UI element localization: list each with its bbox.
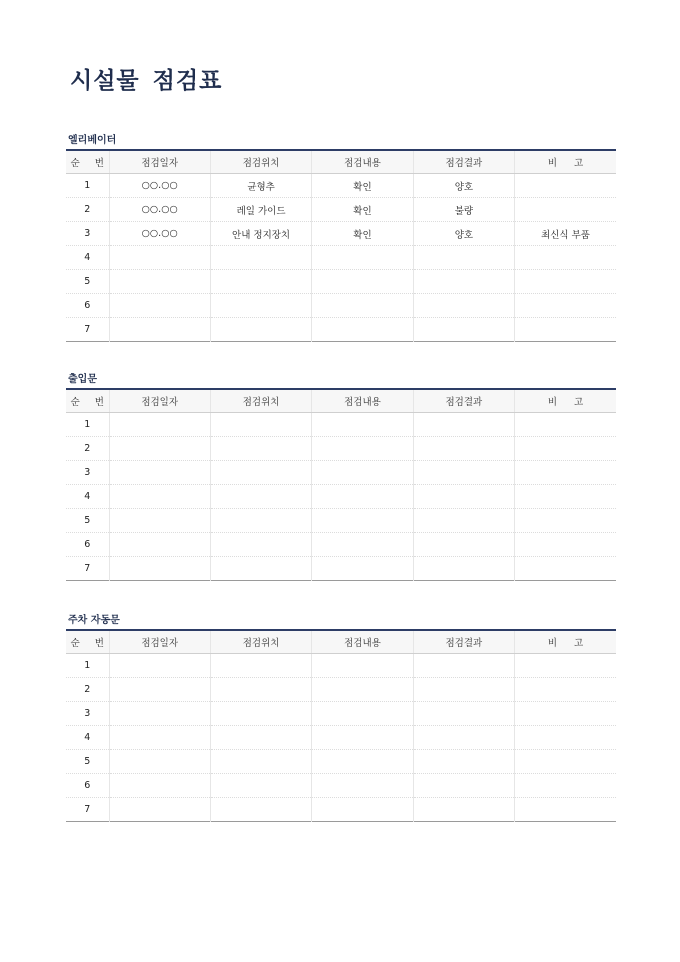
cell-result xyxy=(413,557,514,581)
cell-note xyxy=(515,654,616,678)
cell-note xyxy=(515,533,616,557)
table-row xyxy=(66,318,616,342)
cell-result xyxy=(413,485,514,509)
cell-location xyxy=(210,413,311,437)
cell-location xyxy=(210,485,311,509)
table-row xyxy=(66,654,616,678)
table-row xyxy=(66,198,616,222)
cell-no: 6 xyxy=(66,294,109,318)
cell-content xyxy=(312,270,413,294)
table-row xyxy=(66,222,616,246)
cell-content xyxy=(312,437,413,461)
cell-note xyxy=(515,702,616,726)
cell-note xyxy=(515,294,616,318)
table-row xyxy=(66,798,616,822)
cell-content xyxy=(312,461,413,485)
cell-result xyxy=(413,509,514,533)
cell-content xyxy=(312,798,413,822)
header-content: 점검내용 xyxy=(312,630,413,654)
cell-date xyxy=(109,798,210,822)
cell-note xyxy=(515,437,616,461)
cell-content xyxy=(312,726,413,750)
cell-content: 확인 xyxy=(312,174,413,198)
cell-result xyxy=(413,654,514,678)
cell-date xyxy=(109,702,210,726)
cell-content xyxy=(312,557,413,581)
cell-no: 1 xyxy=(66,174,109,198)
table-row xyxy=(66,774,616,798)
cell-no: 5 xyxy=(66,270,109,294)
table-row xyxy=(66,174,616,198)
cell-location xyxy=(210,509,311,533)
cell-result xyxy=(413,413,514,437)
cell-content xyxy=(312,318,413,342)
cell-result xyxy=(413,702,514,726)
cell-location: 레일 가이드 xyxy=(210,198,311,222)
cell-no: 2 xyxy=(66,198,109,222)
header-content: 점검내용 xyxy=(312,150,413,174)
cell-content xyxy=(312,750,413,774)
cell-result xyxy=(413,461,514,485)
cell-location xyxy=(210,702,311,726)
cell-date xyxy=(109,437,210,461)
cell-date xyxy=(109,318,210,342)
table-row xyxy=(66,246,616,270)
cell-result xyxy=(413,726,514,750)
header-no: 순 번 xyxy=(66,630,109,654)
table-row xyxy=(66,678,616,702)
table-row xyxy=(66,485,616,509)
header-note: 비 고 xyxy=(515,630,616,654)
cell-no: 2 xyxy=(66,437,109,461)
cell-content xyxy=(312,413,413,437)
section-title: 엘리베이터 xyxy=(68,135,117,146)
cell-no: 4 xyxy=(66,485,109,509)
cell-date xyxy=(109,726,210,750)
cell-no: 4 xyxy=(66,246,109,270)
cell-content xyxy=(312,654,413,678)
cell-location xyxy=(210,654,311,678)
cell-no: 1 xyxy=(66,413,109,437)
table-row xyxy=(66,702,616,726)
cell-result xyxy=(413,318,514,342)
table-header-row xyxy=(66,630,616,654)
cell-no: 7 xyxy=(84,563,91,574)
cell-no: 2 xyxy=(66,678,109,702)
cell-date xyxy=(109,509,210,533)
header-no: 순 번 xyxy=(66,150,109,174)
header-no: 순 번 xyxy=(66,389,109,413)
cell-note xyxy=(515,678,616,702)
cell-date xyxy=(109,413,210,437)
cell-content xyxy=(312,246,413,270)
cell-location xyxy=(210,294,311,318)
section-parking-auto-door xyxy=(66,613,616,822)
cell-content xyxy=(312,533,413,557)
section-title: 출입문 xyxy=(68,374,97,385)
page-title: 시설물 점검표 xyxy=(70,68,223,94)
table-row xyxy=(66,437,616,461)
cell-note xyxy=(515,750,616,774)
inspection-table xyxy=(66,388,616,581)
cell-date xyxy=(109,678,210,702)
header-content: 점검내용 xyxy=(312,389,413,413)
cell-date xyxy=(109,485,210,509)
cell-note xyxy=(515,413,616,437)
cell-content: 확인 xyxy=(312,222,413,246)
cell-date xyxy=(109,294,210,318)
cell-no: 7 xyxy=(84,804,91,815)
cell-content xyxy=(312,294,413,318)
cell-no: 4 xyxy=(66,726,109,750)
cell-location xyxy=(210,270,311,294)
cell-note xyxy=(515,726,616,750)
cell-note xyxy=(515,557,616,581)
table-row xyxy=(66,750,616,774)
cell-content: 확인 xyxy=(312,198,413,222)
cell-location: 안내 정지장치 xyxy=(210,222,311,246)
header-location: 점검위치 xyxy=(210,630,311,654)
cell-content xyxy=(312,702,413,726)
cell-result xyxy=(413,774,514,798)
cell-location xyxy=(210,774,311,798)
cell-location xyxy=(210,318,311,342)
header-location: 점검위치 xyxy=(210,389,311,413)
cell-result xyxy=(413,678,514,702)
cell-location xyxy=(210,557,311,581)
inspection-table xyxy=(66,629,616,822)
cell-note xyxy=(515,174,616,198)
cell-location xyxy=(210,461,311,485)
cell-content xyxy=(312,485,413,509)
cell-no: 3 xyxy=(66,222,109,246)
cell-no: 7 xyxy=(84,324,91,335)
cell-note xyxy=(515,798,616,822)
table-row xyxy=(66,294,616,318)
cell-location xyxy=(210,726,311,750)
cell-no: 1 xyxy=(66,654,109,678)
header-date: 점검일자 xyxy=(109,150,210,174)
cell-date xyxy=(109,533,210,557)
cell-note xyxy=(515,246,616,270)
cell-no: 5 xyxy=(66,509,109,533)
header-date: 점검일자 xyxy=(109,389,210,413)
section-elevator xyxy=(66,133,616,342)
cell-date xyxy=(109,750,210,774)
cell-date xyxy=(109,270,210,294)
table-row xyxy=(66,509,616,533)
cell-location xyxy=(210,798,311,822)
header-location: 점검위치 xyxy=(210,150,311,174)
cell-content xyxy=(312,509,413,533)
header-result: 점검결과 xyxy=(413,389,514,413)
cell-note xyxy=(515,509,616,533)
cell-date: ○○.○○ xyxy=(109,174,210,198)
cell-result: 양호 xyxy=(413,222,514,246)
table-row xyxy=(66,270,616,294)
section-title: 주차 자동문 xyxy=(68,615,120,626)
table-row xyxy=(66,461,616,485)
cell-no: 6 xyxy=(66,533,109,557)
table-header-row xyxy=(66,389,616,413)
header-note: 비 고 xyxy=(515,150,616,174)
cell-date xyxy=(109,654,210,678)
cell-location xyxy=(210,246,311,270)
cell-result xyxy=(413,750,514,774)
cell-no: 3 xyxy=(66,461,109,485)
cell-note: 최신식 부품 xyxy=(515,222,616,246)
section-entrance-door xyxy=(66,372,616,581)
cell-note xyxy=(515,774,616,798)
table-row xyxy=(66,726,616,750)
cell-result xyxy=(413,246,514,270)
header-result: 점검결과 xyxy=(413,150,514,174)
cell-content xyxy=(312,678,413,702)
cell-result xyxy=(413,437,514,461)
cell-location xyxy=(210,750,311,774)
table-row xyxy=(66,533,616,557)
cell-location: 균형추 xyxy=(210,174,311,198)
header-result: 점검결과 xyxy=(413,630,514,654)
cell-result: 양호 xyxy=(413,174,514,198)
cell-result xyxy=(413,270,514,294)
cell-no: 5 xyxy=(66,750,109,774)
cell-date xyxy=(109,461,210,485)
cell-date xyxy=(109,557,210,581)
cell-note xyxy=(515,461,616,485)
cell-date: ○○.○○ xyxy=(109,198,210,222)
table-header-row xyxy=(66,150,616,174)
table-row xyxy=(66,413,616,437)
cell-note xyxy=(515,270,616,294)
cell-location xyxy=(210,533,311,557)
cell-date xyxy=(109,246,210,270)
inspection-table xyxy=(66,149,616,342)
cell-location xyxy=(210,678,311,702)
table-row xyxy=(66,557,616,581)
cell-note xyxy=(515,485,616,509)
cell-result xyxy=(413,533,514,557)
cell-no: 3 xyxy=(66,702,109,726)
header-date: 점검일자 xyxy=(109,630,210,654)
header-note: 비 고 xyxy=(515,389,616,413)
cell-result: 불량 xyxy=(413,198,514,222)
cell-content xyxy=(312,774,413,798)
cell-result xyxy=(413,294,514,318)
cell-date: ○○.○○ xyxy=(109,222,210,246)
cell-note xyxy=(515,318,616,342)
cell-no: 6 xyxy=(66,774,109,798)
cell-result xyxy=(413,798,514,822)
cell-location xyxy=(210,437,311,461)
cell-date xyxy=(109,774,210,798)
cell-note xyxy=(515,198,616,222)
